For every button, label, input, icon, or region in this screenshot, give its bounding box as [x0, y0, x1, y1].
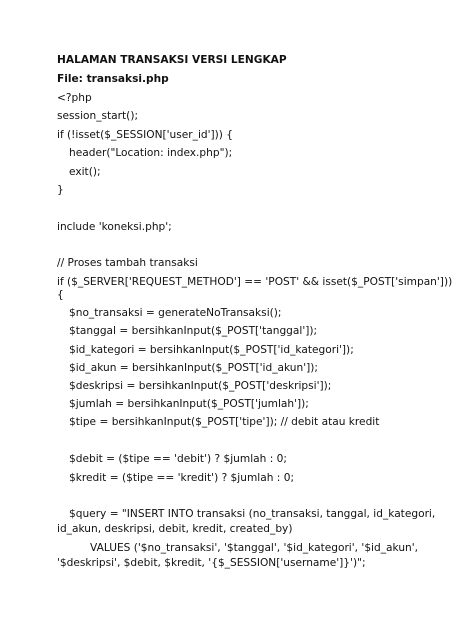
code-line: <?php — [57, 92, 92, 104]
code-line: } — [57, 184, 64, 196]
code-line: $deskripsi = bersihkanInput($_POST['deskripsi']); — [69, 380, 332, 392]
code-line: $id_kategori = bersihkanInput($_POST['id_kategori']); — [69, 344, 354, 356]
code-line: session_start(); — [57, 110, 139, 122]
code-line: header("Location: index.php"); — [69, 147, 233, 159]
code-line: exit(); — [69, 166, 101, 178]
code-line: { — [57, 289, 64, 301]
code-line: include 'koneksi.php'; — [57, 221, 172, 233]
code-line: VALUES ('$no_transaksi', '$tanggal', '$id_kategori', '$id_akun', — [90, 542, 419, 554]
code-line: $no_transaksi = generateNoTransaksi(); — [69, 307, 282, 319]
code-comment: // Proses tambah transaksi — [57, 257, 198, 269]
code-line: $tanggal = bersihkanInput($_POST['tanggal']); — [69, 325, 318, 337]
code-line: $kredit = ($tipe == 'kredit') ? $jumlah : 0; — [69, 472, 295, 484]
code-line: if (!isset($_SESSION['user_id'])) { — [57, 129, 234, 141]
file-label: File: transaksi.php — [57, 73, 169, 85]
code-line: id_akun, deskripsi, debit, kredit, created_by) — [57, 523, 293, 535]
code-line: '$deskripsi', $debit, $kredit, '{$_SESSION['username']}')"; — [57, 557, 366, 569]
code-line: $tipe = bersihkanInput($_POST['tipe']); // debit atau kredit — [69, 416, 380, 428]
code-line: $jumlah = bersihkanInput($_POST['jumlah']); — [69, 398, 309, 410]
code-line: $debit = ($tipe == 'debit') ? $jumlah : 0; — [69, 453, 287, 465]
code-line: $query = "INSERT INTO transaksi (no_transaksi, tanggal, id_kategori, — [69, 508, 436, 520]
code-line: $id_akun = bersihkanInput($_POST['id_akun']); — [69, 362, 318, 374]
document-heading: HALAMAN TRANSAKSI VERSI LENGKAP — [57, 54, 287, 66]
code-line: if ($_SERVER['REQUEST_METHOD'] == 'POST' && isset($_POST['simpan'])) — [57, 276, 453, 288]
